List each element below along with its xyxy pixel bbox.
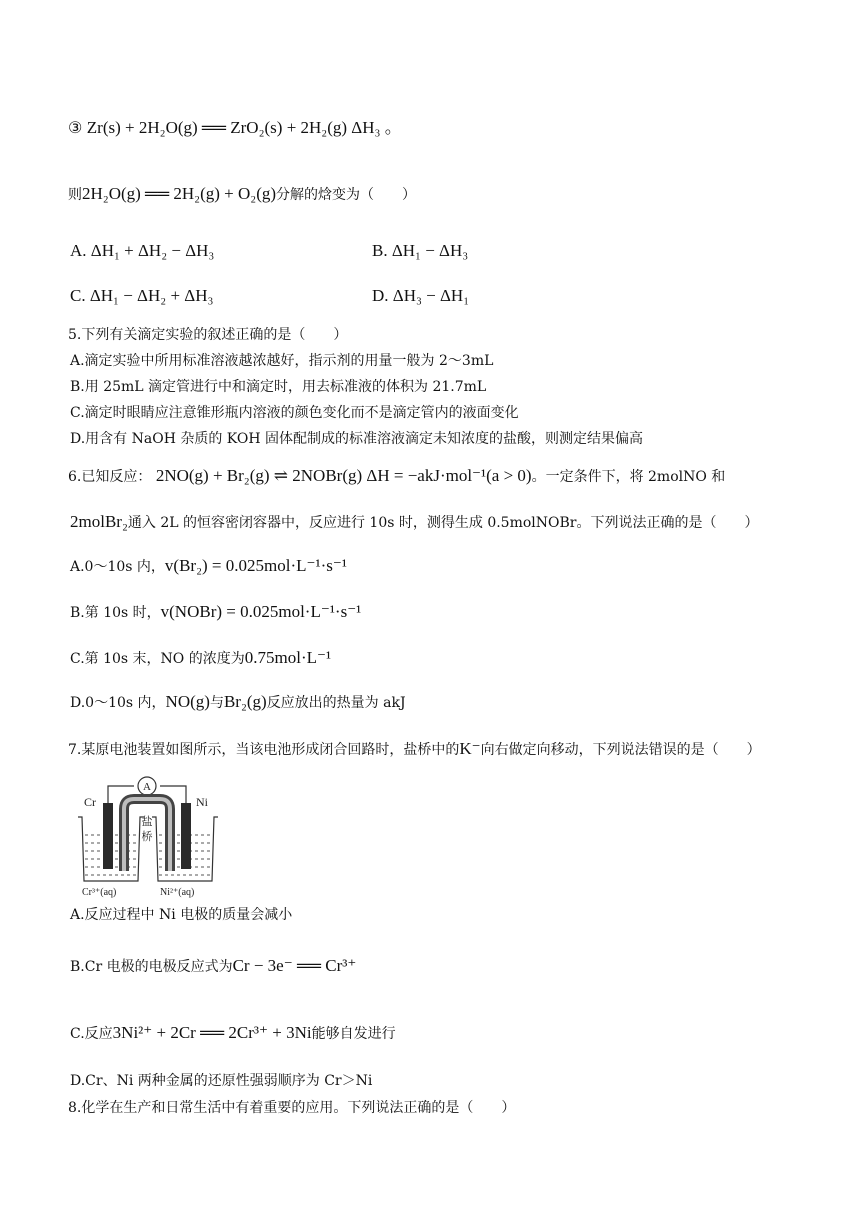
left-electrode-label: Cr bbox=[84, 795, 96, 809]
q7-option-a[interactable]: A.反应过程中 Ni 电极的质量会减小 bbox=[70, 907, 293, 923]
q7-stem-suffix: 向右做定向移动，下列说法错误的是（ ） bbox=[480, 742, 761, 758]
q6-opt-c-eq: 0.75mol·L⁻¹ bbox=[244, 648, 332, 667]
cr-electrode bbox=[103, 803, 113, 869]
q6-stem-line1 bbox=[68, 466, 725, 487]
q6-stem-line2 bbox=[70, 512, 758, 533]
q6-opt-d-mid: 与 bbox=[209, 695, 224, 711]
q7-stem-prefix: 7.某原电池装置如图所示，当该电池形成闭合回路时，盐桥中的 bbox=[68, 742, 460, 758]
q5-option-b[interactable]: B.用 25mL 滴定管进行中和滴定时，用去标准液的体积为 21.7mL bbox=[70, 379, 487, 395]
q4-ask-equation: 2H₂O(g) ══ 2H₂(g) + O₂(g) bbox=[82, 184, 277, 203]
q4-eq3-marker: ③ bbox=[68, 118, 83, 137]
ni-electrode bbox=[181, 803, 191, 869]
q6-stem-equation: 2NO(g) + Br₂(g) ⇌ 2NOBr(g) ΔH = −akJ·mol⁻¹(a > 0) bbox=[155, 466, 532, 485]
q6-opt-d-eq1: NO(g) bbox=[165, 692, 210, 711]
q6-stem-line2-eq: 2molBr₂ bbox=[70, 512, 128, 531]
q4-eq3-text: Zr(s) + 2H₂O(g) ══ ZrO₂(s) + 2H₂(g) ΔH₃ 。 bbox=[86, 118, 402, 137]
q6-option-a[interactable] bbox=[70, 556, 347, 577]
q5-option-d[interactable]: D.用含有 NaOH 杂质的 KOH 固体配制成的标准溶液滴定未知浓度的盐酸，则测定结果偏高 bbox=[70, 431, 644, 447]
right-solution-label: Ni²⁺(aq) bbox=[160, 887, 195, 898]
q7-option-b[interactable] bbox=[70, 956, 356, 977]
q8-stem: 8.化学在生产和日常生活中有着重要的应用。下列说法正确的是（ ） bbox=[68, 1100, 516, 1116]
q4-option-c[interactable]: C. ΔH₁ − ΔH₂ + ΔH₃ bbox=[70, 286, 214, 305]
q6-opt-d-suffix: 反应放出的热量为 akJ bbox=[266, 695, 406, 711]
q4-equation-3 bbox=[68, 118, 402, 139]
q7-opt-c-suffix: 能够自发进行 bbox=[311, 1026, 396, 1042]
q6-opt-a-prefix: A.0～10s 内， bbox=[70, 559, 165, 575]
q6-opt-b-eq: v(NOBr) = 0.025mol·L⁻¹·s⁻¹ bbox=[160, 602, 362, 621]
right-electrode-label: Ni bbox=[196, 795, 208, 809]
q6-stem-line2-text: 通入 2L 的恒容密闭容器中，反应进行 10s 时，测得生成 0.5molNOBr。下列说法正确的是（ ） bbox=[127, 515, 759, 531]
q6-option-d[interactable] bbox=[70, 692, 406, 713]
q6-opt-d-prefix: D.0～10s 内， bbox=[70, 695, 166, 711]
q6-opt-d-eq2: Br₂(g) bbox=[223, 692, 267, 711]
q6-stem-suffix: 。一定条件下，将 2molNO 和 bbox=[531, 469, 726, 485]
q4-option-b[interactable]: B. ΔH₁ − ΔH₃ bbox=[372, 241, 469, 260]
q4-ask-prefix: 则 bbox=[68, 187, 82, 203]
q6-stem-prefix: 6.已知反应： bbox=[68, 469, 152, 485]
salt-bridge-label-top: 盐 bbox=[141, 816, 153, 828]
q6-opt-a-eq: v(Br₂) = 0.025mol·L⁻¹·s⁻¹ bbox=[164, 556, 347, 575]
q7-stem-ion: K⁻ bbox=[459, 739, 481, 758]
ammeter-label: A bbox=[143, 781, 151, 793]
q4-ask-suffix: 分解的焓变为（ ） bbox=[276, 187, 417, 203]
q7-option-d[interactable]: D.Cr、Ni 两种金属的还原性强弱顺序为 Cr＞Ni bbox=[70, 1073, 373, 1089]
q7-opt-b-eq: Cr − 3e⁻ ══ Cr³⁺ bbox=[232, 956, 357, 975]
q7-option-c[interactable] bbox=[70, 1023, 396, 1044]
galvanic-cell-figure bbox=[74, 775, 222, 899]
q5-stem: 5.下列有关滴定实验的叙述正确的是（ ） bbox=[68, 327, 348, 343]
q7-opt-b-prefix: B.Cr 电极的电极反应式为 bbox=[70, 959, 233, 975]
q6-opt-b-prefix: B.第 10s 时， bbox=[70, 605, 161, 621]
salt-bridge-label-bottom: 桥 bbox=[141, 831, 153, 843]
q6-opt-c-prefix: C.第 10s 末，NO 的浓度为 bbox=[70, 651, 245, 667]
q5-option-c[interactable]: C.滴定时眼睛应注意锥形瓶内溶液的颜色变化而不是滴定管内的液面变化 bbox=[70, 405, 519, 421]
q6-option-b[interactable] bbox=[70, 602, 361, 623]
q7-stem bbox=[68, 739, 761, 760]
q4-option-a[interactable]: A. ΔH₁ + ΔH₂ − ΔH₃ bbox=[70, 241, 215, 260]
q4-option-d[interactable]: D. ΔH₃ − ΔH₁ bbox=[372, 286, 470, 305]
q6-option-c[interactable] bbox=[70, 648, 331, 669]
q5-option-a[interactable]: A.滴定实验中所用标准溶液越浓越好，指示剂的用量一般为 2～3mL bbox=[70, 353, 494, 369]
q7-opt-c-eq: 3Ni²⁺ + 2Cr ══ 2Cr³⁺ + 3Ni bbox=[112, 1023, 312, 1042]
left-solution-label: Cr³⁺(aq) bbox=[82, 887, 117, 898]
q7-opt-c-prefix: C.反应 bbox=[70, 1026, 113, 1042]
q4-question bbox=[68, 184, 416, 205]
